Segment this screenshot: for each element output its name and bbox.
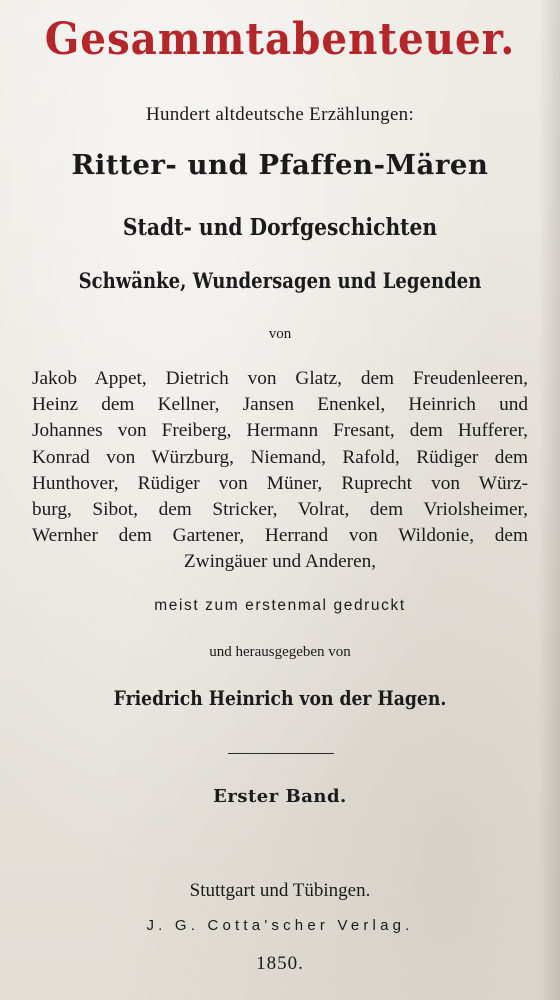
authors-line: Johannes von Freiberg, Hermann Fresant, dem Hufferer,	[32, 420, 528, 442]
book-subtitle: Hundert altdeutsche Erzählungen:	[145, 104, 415, 125]
authors-line: Konrad von Würzburg, Niemand, Rafold, Rüdiger dem	[32, 446, 528, 468]
von-label: von	[268, 326, 292, 342]
editor-name: Friedrich Heinrich von der Hagen.	[113, 686, 447, 710]
authors-list	[32, 366, 528, 576]
authors-line: Jakob Appet, Dietrich von Glatz, dem Freudenleeren,	[32, 368, 528, 389]
authors-line: Wernher dem Gartener, Herrand von Wildonie, dem	[32, 525, 528, 547]
publisher-name: J. G. Cotta'scher Verlag.	[146, 917, 414, 934]
publication-year: 1850.	[256, 953, 304, 974]
edited-by-label: und herausgegeben von	[209, 644, 351, 660]
authors-line: burg, Sibot, dem Stricker, Volrat, dem Vriolsheimer,	[32, 499, 528, 521]
divider-rule	[228, 753, 334, 754]
book-title: Gesammtabenteuer.	[44, 14, 516, 65]
authors-line: Zwingäuer und Anderen,	[183, 551, 377, 573]
section-heading-ritter: Ritter- und Pfaffen-Mären	[71, 150, 489, 181]
publication-place: Stuttgart und Tübingen.	[189, 880, 371, 901]
authors-line: Heinz dem Kellner, Jansen Enenkel, Heinrich und	[32, 394, 528, 416]
section-heading-stadt: Stadt- und Dorfgeschichten	[122, 214, 438, 241]
volume-label: Erster Band.	[213, 786, 347, 807]
authors-line: Hunthover, Rüdiger von Müner, Ruprecht von Würz-	[32, 472, 528, 494]
first-print-note: meist zum erstenmal gedruckt	[154, 597, 406, 614]
section-heading-schwaenke: Schwänke, Wundersagen und Legenden	[78, 268, 482, 293]
